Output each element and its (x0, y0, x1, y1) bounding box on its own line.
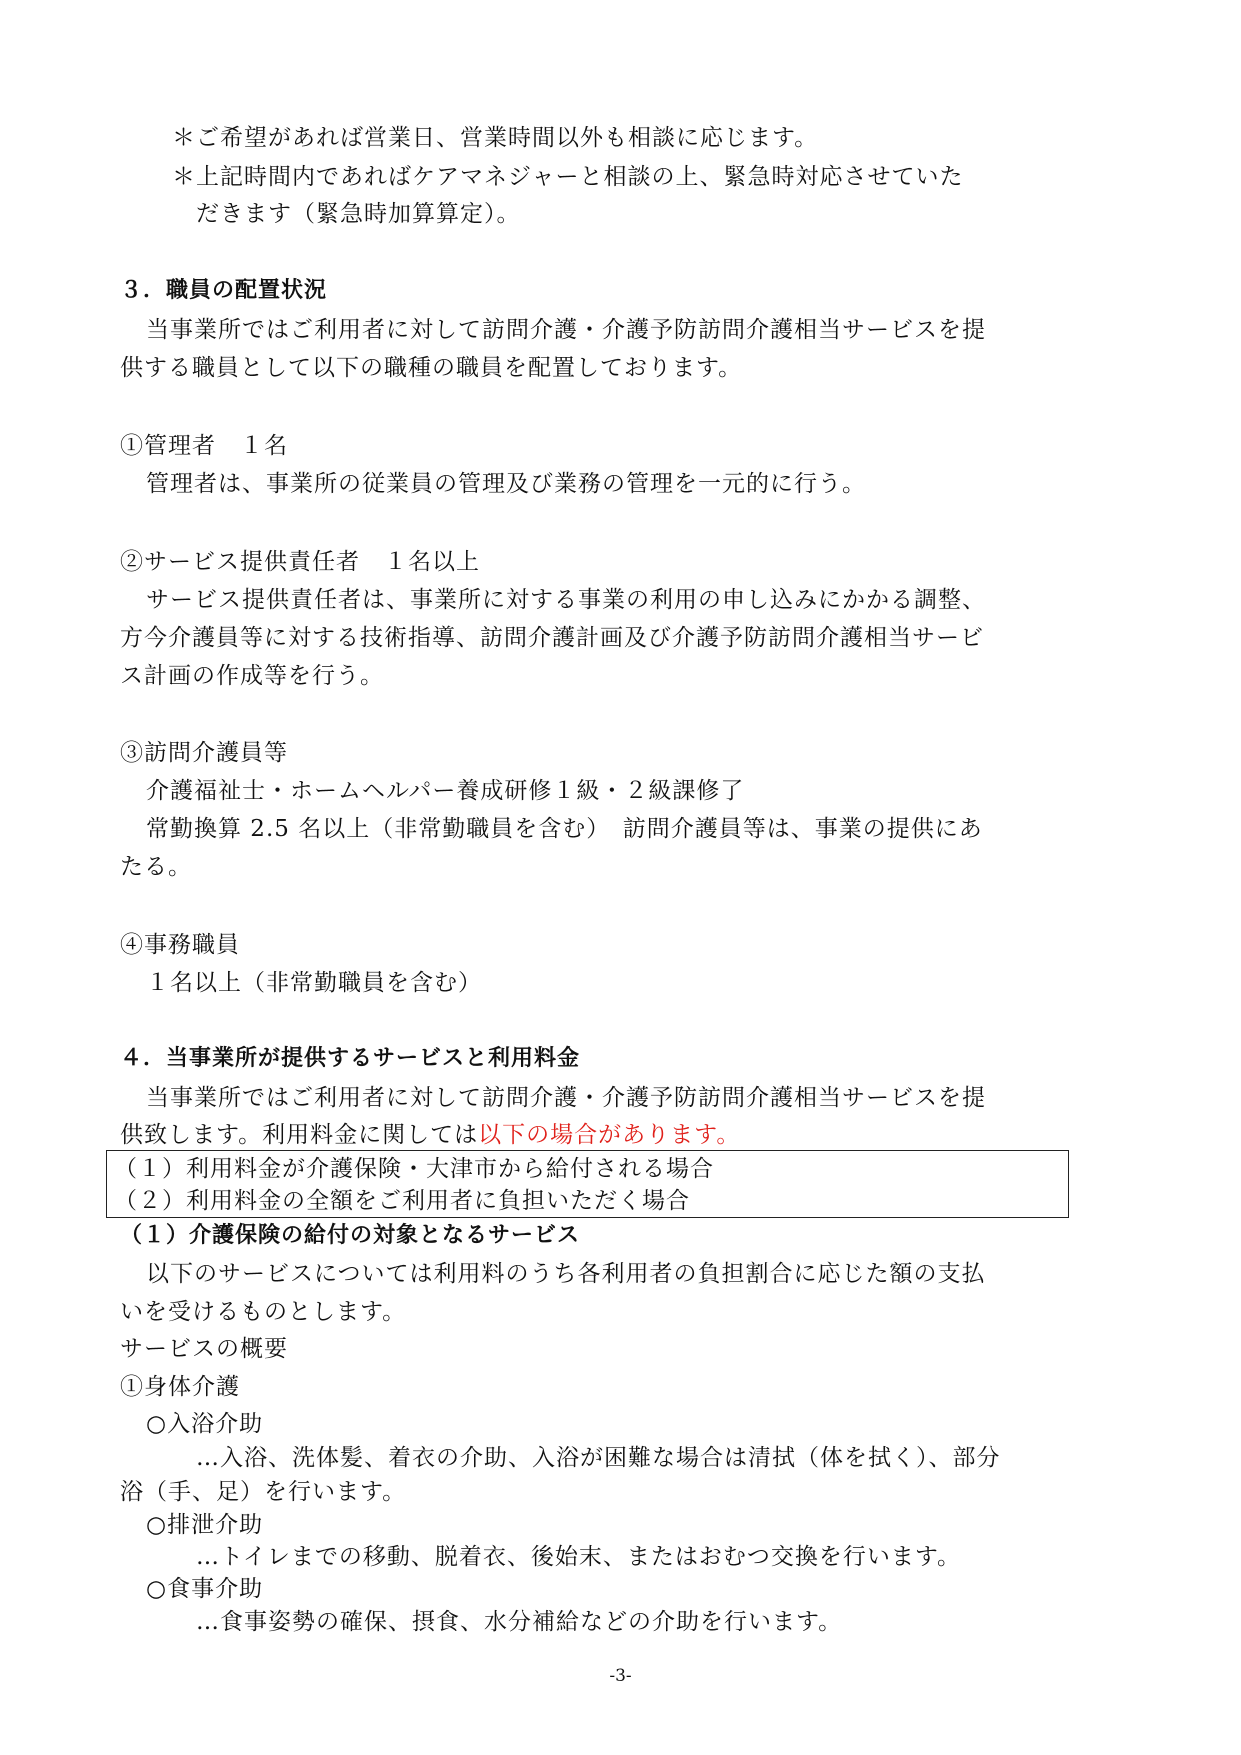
provider-desc-line3: ス計画の作成等を行う。 (120, 663, 384, 689)
meal-assist-desc: …食事姿勢の確保、摂食、水分補給などの介助を行います。 (196, 1609, 843, 1635)
section3-intro-line1: 当事業所ではご利用者に対して訪問介護・介護予防訪問介護相当サービスを提 (146, 317, 986, 343)
physical-care-title: ①身体介護 (120, 1374, 240, 1400)
helper-desc-line3: たる。 (120, 854, 192, 880)
manager-title: ①管理者 １名 (120, 433, 288, 459)
excretion-assist-title: ○排泄介助 (146, 1512, 264, 1538)
excretion-assist-desc: …トイレまでの移動、脱着衣、後始末、またはおむつ交換を行います。 (196, 1544, 962, 1570)
note-emergency-line2: だきます（緊急時加算算定）。 (196, 201, 521, 227)
page-number: -3- (609, 1666, 632, 1686)
manager-desc: 管理者は、事業所の従業員の管理及び業務の管理を一元的に行う。 (146, 471, 866, 497)
fee-case-1: （１）利用料金が介護保険・大津市から給付される場合 (114, 1156, 714, 1182)
clerk-desc: １名以上（非常勤職員を含む） (146, 970, 482, 996)
fee-case-2: （２）利用料金の全額をご利用者に負担いただく場合 (114, 1188, 690, 1214)
intro-red-text: 以下の場合があります。 (478, 1122, 741, 1148)
intro-plain-text: 供致します。利用料金に関しては (120, 1122, 479, 1148)
bath-assist-desc-line1: …入浴、洗体髪、着衣の介助、入浴が困難な場合は清拭（体を拭く）、部分 (196, 1445, 1001, 1471)
provider-desc-line2: 方今介護員等に対する技術指導、訪問介護計画及び介護予防訪問介護相当サービ (120, 625, 984, 651)
section4-intro-line1: 当事業所ではご利用者に対して訪問介護・介護予防訪問介護相当サービスを提 (146, 1085, 986, 1111)
helper-desc-line1: 介護福祉士・ホームヘルパー養成研修１級・２級課修了 (146, 778, 745, 804)
provider-desc-line1: サービス提供責任者は、事業所に対する事業の利用の申し込みにかかる調整、 (146, 587, 986, 613)
section3-heading: ３．職員の配置状況 (120, 278, 328, 303)
section4-intro-line2 (120, 1119, 740, 1151)
note-emergency-line1: ＊上記時間内であればケアマネジャーと相談の上、緊急時対応させていた (172, 164, 964, 190)
section4-heading: ４．当事業所が提供するサービスと利用料金 (120, 1046, 581, 1071)
section3-intro-line2: 供する職員として以下の職種の職員を配置しております。 (120, 355, 743, 381)
note-consultation: ＊ご希望があれば営業日、営業時間以外も相談に応じます。 (172, 125, 819, 151)
bath-assist-title: ○入浴介助 (146, 1411, 264, 1437)
sub1-desc-line1: 以下のサービスについては利用料のうち各利用者の負担割合に応じた額の支払 (146, 1261, 986, 1287)
bath-assist-desc-line2: 浴（手、足）を行います。 (120, 1479, 407, 1505)
clerk-title: ④事務職員 (120, 932, 240, 958)
helper-desc-line2: 常勤換算 2.5 名以上（非常勤職員を含む） 訪問介護員等は、事業の提供にあ (146, 816, 983, 842)
meal-assist-title: ○食事介助 (146, 1576, 264, 1602)
provider-title: ②サービス提供責任者 １名以上 (120, 549, 480, 575)
sub1-heading: （１）介護保険の給付の対象となるサービス (120, 1223, 581, 1248)
sub1-desc-line2: いを受けるものとします。 (120, 1299, 407, 1325)
helper-title: ③訪問介護員等 (120, 740, 288, 766)
service-overview: サービスの概要 (120, 1336, 288, 1362)
